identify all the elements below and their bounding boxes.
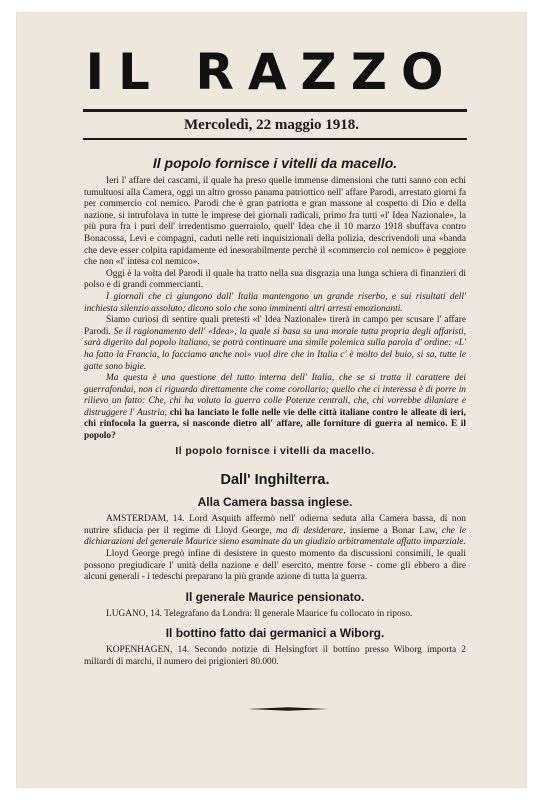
- end-ornament-icon: [248, 706, 328, 712]
- article-3-paragraph: LUGANO, 14. Telegrafano da Londra: Il generale Maurice fu collocato in riposo.: [106, 608, 413, 619]
- masthead-rule-top: [83, 109, 467, 112]
- article-1-paragraph: I giornali che ci giungono dall' Italia mantengono un grande riserbo, e sui risultati dell' inchiesta silenzio assoluto; dicono solo che sono imminenti altri arresti emozionanti.: [84, 291, 466, 314]
- article-2-paragraph: [84, 514, 466, 549]
- masthead-rule-bottom: [83, 138, 467, 140]
- article-1-title: Il popolo fornisce i vitelli da macello.: [152, 155, 398, 171]
- article-1-tagline: Il popolo fornisce i vitelli da macello.: [175, 444, 375, 457]
- section-title: Dall' Inghilterra.: [220, 472, 330, 489]
- text-span-italic: che le dichiarazioni del generale Maurice sieno esaminate da un giudizio arbitramentale affatto imparziale.: [84, 525, 467, 548]
- article-body: [84, 148, 466, 669]
- article-1-paragraph: Ieri l' affare dei cascami, il quale ha preso quelle immense dimensioni che tutti sanno con echi tumultuosi alla Camera, oggi un altro grosso panama patriottico nell' affare Parodi, arrestato giorni fa per commercio col nemico. Parodi che è gran patriotta e gran massone al cospetto di Dio e della nazione, si intrufolava in tutte le imprese dei giornali radicali, primo fra tutti «l' Idea Nazionale», la più pura fra i puri dell' irredentismo guerraiolo, quell' Idea che il 10 marzo 1918 sbuffava contro Bonacossa, Levi e compagni, caduti nelle reti inquisizionali della polizia, descrivendoli una «banda che deve esser colpita rapidamente ed inesorabilmente perchè il «commercio col nemico» è peggiore che non «l' intesa col nemico».: [84, 176, 466, 268]
- article-1-paragraph: [84, 315, 466, 373]
- masthead-title: IL RAZZO: [85, 43, 458, 101]
- text-span-italic: ma di desiderare,: [276, 525, 346, 536]
- article-3-title: Il generale Maurice pensionato.: [185, 589, 365, 604]
- article-1-paragraph: Oggi è la volta del Parodi il quale ha tratto nella sua disgrazia una lunga schiera di finanzieri di polso e di grandi commercianti.: [84, 268, 466, 291]
- article-1-paragraph: [84, 373, 466, 443]
- text-span-italic: Ma questa è una questione del tutto interna dell' Italia, che se si tratta il carattere dei guerrafondai, non ci riguarda direttamente che come corollario; quello che ci interessa è di porre in rilievo un fatto: Che, chi ha voluto la guerra colle Potenze centrali, che, chi vorrebbe dilaniare e distruggere l' Austria,: [84, 373, 466, 418]
- article-4-paragraph: KOPENHAGEN, 14. Secondo notizie di Helsingfort il bottino presso Wiborg importa 2 miliardi di marchi, il numero dei prigionieri 80.000.: [84, 645, 466, 667]
- newspaper-sheet: [16, 12, 527, 788]
- text-span: AMSTERDAM, 14. Lord Asquith affermò nell' odierna seduta alla Camera bassa, di non nutrire sfiducia per il regime di Lloyd George,: [84, 514, 466, 536]
- text-span-bold: chi ha lanciato le folle nelle vie delle città italiane contro le alleate di ieri, chi rinfocola la guerra, si nasconde dietro all' affare, alle forniture di guerra al nemico. E il popolo?: [84, 407, 466, 442]
- article-4-title: Il bottino fatto dai germanici a Wiborg.: [165, 626, 385, 641]
- text-span: Siamo curiosi di sentire quali pretesti «l' Idea Nazionale» tirerà in campo per scusare l' affare Parodi.: [84, 315, 466, 337]
- article-2-title: Alla Camera bassa inglese.: [197, 495, 353, 510]
- article-2-paragraph: Lloyd George pregò infine di desistere in questo momento da discussioni consimili, le quali possono pregiudicare l' unità della nazione e dell' esercito, mentre forse - come gli ebbero a dire alcuni generali - i tedeschi preparano la più grande azione di tutta la guerra.: [84, 549, 466, 583]
- text-span-italic: Se il ragionamento dell' «Idea», la quale si basa su una morale tutta propria degli affaristi, sarà digerito dal popolo italiano, se potrà continuare una simile polemica sulla parola d' ordine: «L' ha fatto la Francia, lo facciamo anche noi» vuol dire che in Italia c' è molto del buio, si sa, tutte le gatte sono bigie.: [84, 326, 466, 372]
- issue-date: Mercoledì, 22 maggio 1918.: [183, 117, 360, 133]
- text-span: insieme a Bonar Law,: [349, 525, 438, 536]
